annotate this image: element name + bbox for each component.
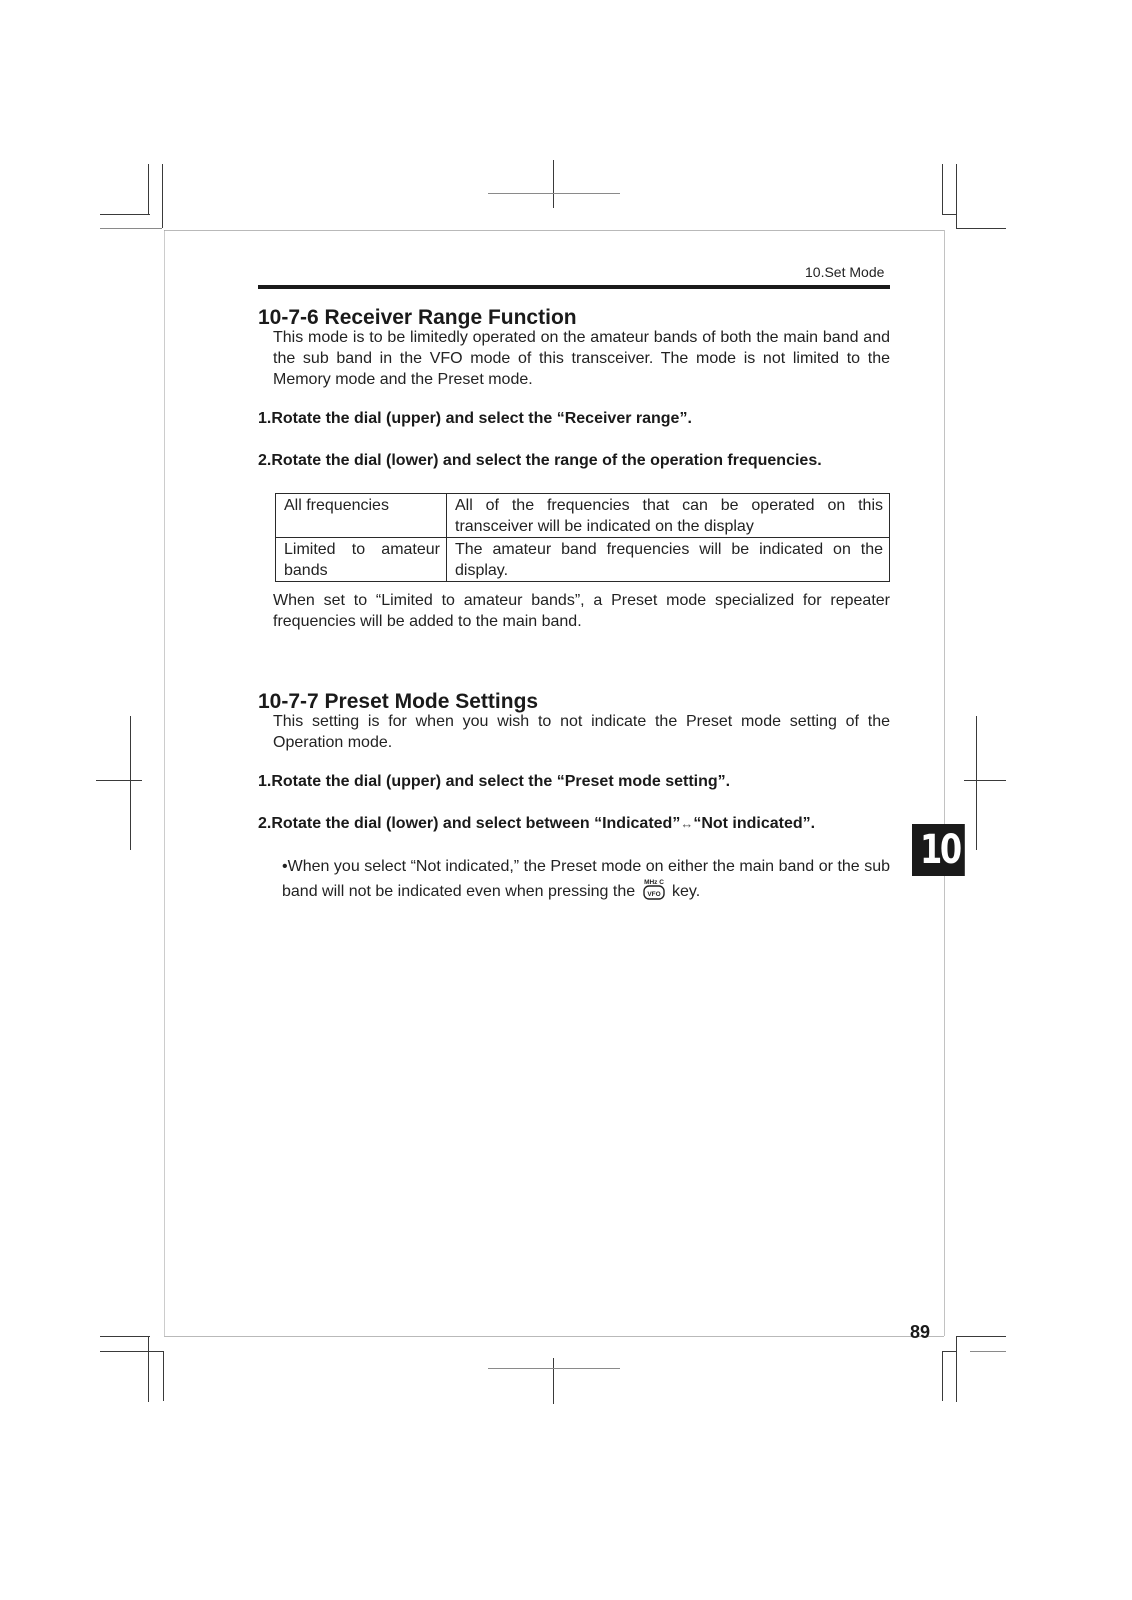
table-cell-description: All of the frequencies that can be operated on this transceiver will be indicated on the display	[447, 494, 890, 538]
double-arrow-icon: ↔	[680, 816, 694, 831]
header-rule	[258, 285, 890, 289]
running-header: 10.Set Mode	[805, 264, 885, 280]
table-row	[276, 538, 890, 582]
preset-mode-bullet	[282, 856, 890, 907]
section-title-preset-mode: 10-7-7 Preset Mode Settings	[258, 690, 539, 713]
step-2-suffix: “Not indicated”.	[693, 815, 816, 832]
step-2-preset-mode	[258, 815, 815, 833]
key-top-label: MHz C	[643, 879, 664, 886]
step-2-prefix: 2.Rotate the dial (lower) and select between “Indicated”	[258, 815, 681, 832]
table-cell-description: The amateur band frequencies will be indicated on the display.	[447, 538, 890, 582]
chapter-tab: 10	[912, 824, 965, 876]
page-number: 89	[910, 1322, 931, 1342]
step-2-receiver-range: 2.Rotate the dial (lower) and select the range of the operation frequencies.	[258, 452, 822, 469]
table-cell-option: All frequencies	[276, 494, 447, 538]
bullet-key-suffix: key.	[672, 883, 701, 900]
section-intro-receiver-range: This mode is to be limitedly operated on the amateur bands of both the main band and the sub band in the VFO mode of this transceiver. The mode is not limited to the Memory mode and the Preset mode.	[273, 329, 890, 388]
step-1-preset-mode: 1.Rotate the dial (upper) and select the “Preset mode setting”.	[258, 773, 731, 790]
bullet-text: •When you select “Not indicated,” the Preset mode on either the main band or the sub band will not be indicated even when pressing the	[282, 858, 890, 900]
receiver-range-table	[275, 493, 890, 582]
table-cell-option: Limited to amateur bands	[276, 538, 447, 582]
section-intro-preset-mode: This setting is for when you wish to not indicate the Preset mode setting of the Operation mode.	[273, 713, 890, 751]
section-title-receiver-range: 10-7-6 Receiver Range Function	[258, 306, 577, 329]
receiver-range-note: When set to “Limited to amateur bands”, a Preset mode specialized for repeater frequencies will be added to the main band.	[273, 592, 890, 630]
step-1-receiver-range: 1.Rotate the dial (upper) and select the “Receiver range”.	[258, 410, 692, 427]
table-row	[276, 494, 890, 538]
mhz-vfo-key-icon	[642, 877, 666, 907]
key-bottom-label: VFO	[646, 891, 661, 898]
